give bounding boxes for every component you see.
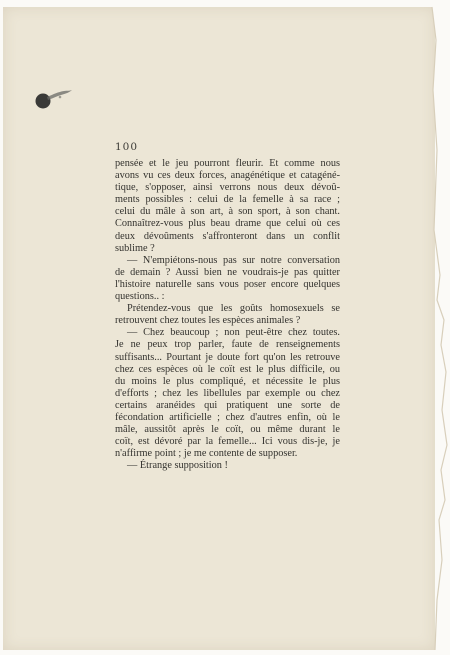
text-line: n'affirme point ; je me contente de supposer. <box>115 448 298 460</box>
text-line: l'histoire naturelle sans vous poser encore quelques <box>115 278 340 290</box>
ink-blot-mark <box>34 88 74 110</box>
text-line: sublime ? <box>115 242 155 254</box>
text-line: du moins le plus compliqué, et nécessite le plus <box>115 375 340 387</box>
text-line: ments possibles : celui de la femelle à sa race ; <box>115 194 340 206</box>
text-line: retrouvent chez toutes les espèces animales ? <box>115 315 301 327</box>
text-line: Connaîtrez-vous plus beau drame que celui où ces <box>115 218 340 230</box>
text-line: d'efforts ; chez les libellules par exemple ou chez <box>115 387 340 399</box>
page-number: 100 <box>115 141 139 153</box>
text-line: avons vu ces deux forces, anagénétique et catagéné- <box>115 170 340 182</box>
text-line: mâle, aussitôt après le coït, ou même durant le <box>115 424 340 436</box>
text-line: celui du mâle à son art, à son sport, à son chant. <box>115 206 340 218</box>
text-line: pensée et le jeu pourront fleurir. Et comme nous <box>115 158 340 169</box>
text-line: — N'empiétons-nous pas sur notre conversation <box>127 254 340 266</box>
text-line: questions.. : <box>115 291 165 303</box>
text-line: chez ces espèces où le coït est le plus difficile, ou <box>115 363 340 375</box>
text-line: de demain ? Aussi bien ne voudrais-je pas quitter <box>115 266 340 278</box>
text-line: — Étrange supposition ! <box>127 460 228 472</box>
text-line: fécondation artificielle ; chez d'autres enfin, où le <box>115 411 340 423</box>
text-line: certains aranéides qui pratiquent une sorte de <box>115 399 340 411</box>
body-text <box>115 158 340 472</box>
text-line: deux dévoûments s'affronteront dans un conflit <box>115 230 340 242</box>
text-line: suffisants... Pourtant je doute fort qu'on les retrouve <box>115 351 340 363</box>
text-line: Je ne peux trop parler, faute de renseignements <box>115 339 340 351</box>
text-line: — Chez beaucoup ; non peut-être chez toutes. <box>127 327 340 339</box>
text-line: tique, s'opposer, ainsi verrons nous deux dévoû- <box>115 182 340 194</box>
text-line: coït, est dévoré par la femelle... Ici vous dis-je, je <box>115 436 340 448</box>
text-line: Prétendez-vous que les goûts homosexuels se <box>127 303 340 315</box>
